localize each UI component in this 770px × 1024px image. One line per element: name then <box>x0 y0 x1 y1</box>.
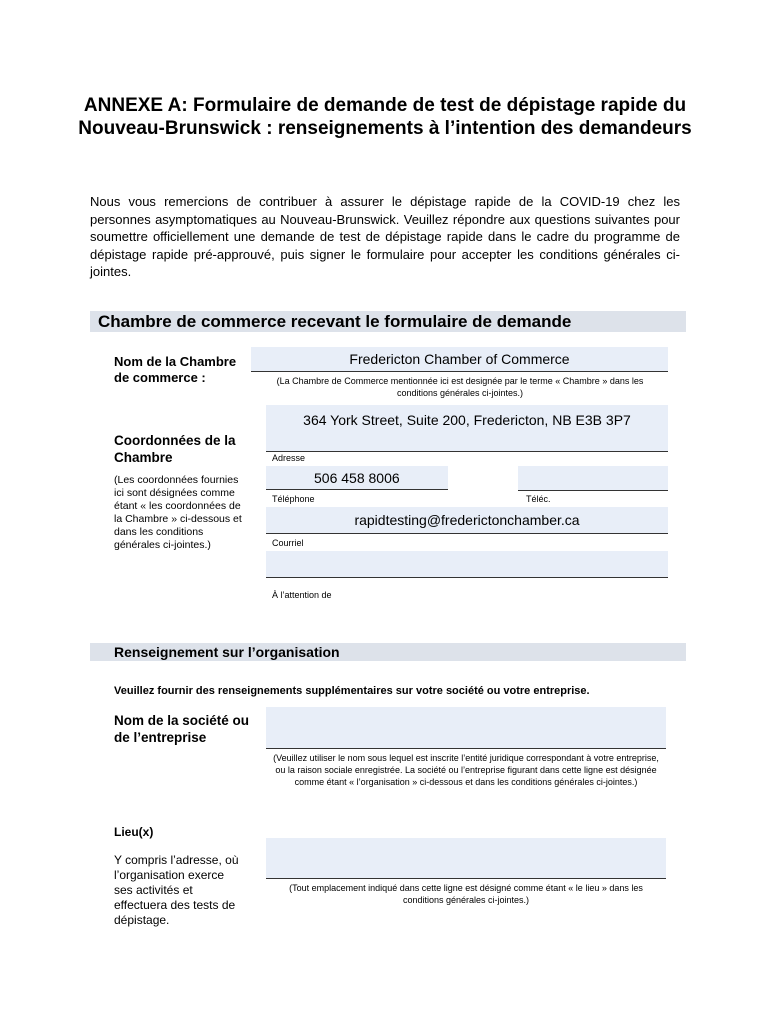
phone-caption: Téléphone <box>272 494 315 504</box>
phone-field[interactable]: 506 458 8006 <box>266 466 448 490</box>
company-note: (Veuillez utiliser le nom sous lequel est inscrite l’entité juridique correspondant à votre entreprise, ou la raison sociale enregistrée. La société ou l’entreprise figurant dans cette ligne est désignée comme étant « l’organisation » ci-dessous et dans les conditions générales ci-jointes.) <box>273 753 659 787</box>
section-organisation-heading: Renseignement sur l’organisation <box>114 644 340 660</box>
coords-note: (Les coordonnées fournies ici sont désignées comme étant « les coordonnées de la Chambre » ci-dessous et dans les conditions générales ci-jointes.) <box>114 474 242 551</box>
fax-field[interactable] <box>518 466 668 491</box>
section-chamber-header <box>90 311 686 332</box>
location-field[interactable] <box>266 838 666 879</box>
attention-caption: À l’attention de <box>272 590 332 600</box>
section-chamber-heading: Chambre de commerce recevant le formulaire de demande <box>98 312 572 331</box>
attention-field[interactable] <box>266 551 668 578</box>
address-caption: Adresse <box>272 453 306 463</box>
company-label: Nom de la société ou de l’entreprise <box>114 713 250 745</box>
location-note: (Tout emplacement indiqué dans cette ligne est désigné comme étant « le lieu » dans les conditions générales ci-jointes.) <box>289 883 643 905</box>
section-organisation-header <box>90 643 686 661</box>
organisation-instruction: Veuillez fournir des renseignements supplémentaires sur votre société ou votre entreprise. <box>114 685 590 697</box>
location-description: Y compris l’adresse, où l’organisation exerce ses activités et effectuera des tests de dépistage. <box>114 853 239 927</box>
address-field[interactable]: 364 York Street, Suite 200, Fredericton, NB E3B 3P7 <box>266 405 668 452</box>
chamber-name-note: (La Chambre de Commerce mentionnée ici est designée par le terme « Chambre » dans les conditions générales ci-jointes.) <box>276 376 644 398</box>
intro-paragraph: Nous vous remercions de contribuer à assurer le dépistage rapide de la COVID-19 chez les personnes asymptomatiques au Nouveau-Brunswick. Veuillez répondre aux questions suivantes pour soumettre officiellement une demande de test de dépistage rapide dans le cadre du programme de dépistage rapide pré-approuvé, puis signer le formulaire pour accepter les conditions générales ci-jointes. <box>90 194 680 279</box>
chamber-name-field[interactable]: Fredericton Chamber of Commerce <box>251 347 668 372</box>
coords-label: Coordonnées de la Chambre <box>114 433 236 465</box>
email-field[interactable]: rapidtesting@frederictonchamber.ca <box>266 507 668 534</box>
location-label: Lieu(x) <box>114 825 154 839</box>
fax-caption: Téléc. <box>526 494 551 504</box>
document-title: ANNEXE A: Formulaire de demande de test de dépistage rapide du Nouveau-Brunswick : renseignements à l’intention des demandeurs <box>78 95 692 139</box>
email-caption: Courriel <box>272 538 304 548</box>
company-field[interactable] <box>266 707 666 749</box>
chamber-name-label: Nom de la Chambre de commerce : <box>114 354 237 385</box>
